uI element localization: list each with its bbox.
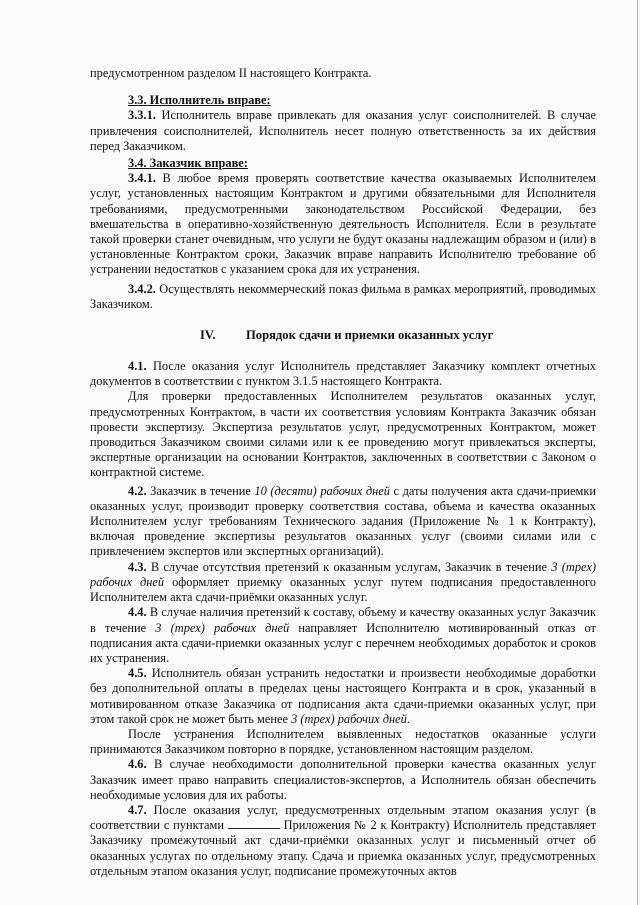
clause-text: Заказчик в течение	[146, 483, 255, 498]
clause-number: 4.4.	[128, 605, 147, 620]
section-iv-heading	[90, 328, 596, 343]
clause-4-3	[90, 560, 596, 606]
clause-text: В случае отсутствия претензий к оказанным услугам, Заказчик в течение	[146, 559, 552, 574]
clause-3-3-1	[90, 108, 596, 154]
clause-number: 4.5.	[128, 666, 147, 681]
clause-text: с даты получения акта сдачи-приемки оказанных услуг, производит проверку соответствия состава, объема и качества оказанных Исполнителем услуг требованиям Технического задания (Приложение № 1 к Контракту), включая проведение экспертизы результатов оказанных услуг (своими силами или с привлечением экспертов или экспертных организаций).	[90, 483, 596, 559]
clause-number: 4.7.	[128, 802, 147, 817]
clause-number: 4.6.	[128, 757, 147, 772]
clause-text: оформляет приемку оказанных услуг путем подписания предоставленного Исполнителем акта сдачи-приёмки оказанных услуг.	[90, 574, 596, 605]
clause-number: 3.3.1.	[128, 108, 156, 123]
blank-fill-line	[228, 818, 280, 829]
clause-text: .	[406, 711, 410, 726]
clause-number: 4.3.	[128, 559, 147, 574]
clause-3-3-heading	[90, 93, 596, 108]
clause-4-1	[90, 359, 596, 389]
scan-edge-line	[637, 0, 638, 905]
paragraph-continuation: предусмотренном разделом II настоящего Контракта.	[90, 66, 372, 80]
clause-text: Исполнитель обязан устранить недостатки и произвести необходимые доработки без дополнительной оплаты в пределах цены настоящего Контракта и в срок, указанный в мотивированном отказе Заказчика от подписания акта сдачи-приемки оказанных услуг, при этом такой срок не может быть менее	[90, 666, 596, 726]
clause-number: 3.4.2.	[128, 281, 156, 296]
clause-3-4-heading	[90, 156, 596, 171]
clause-4-1-paragraph-2: Для проверки предоставленных Исполнителем результатов оказанных услуг, предусмотренных Контрактом, в части их соответствия условиям Контракта Заказчик обязан провести экспертизу. Экспертиза результатов услуг, предусмотренных Контрактом, может проводиться Заказчиком своими силами или к ее проведению могут привлекаться эксперты, экспертные организации на основании Контрактов, заключенных в соответствии с Законом о контрактной системе.	[90, 389, 596, 480]
clause-3-3-heading-text: 3.3. Исполнитель вправе:	[128, 93, 271, 108]
deadline-italic: 10 (десяти) рабочих дней	[254, 483, 390, 498]
clause-3-4-heading-text: 3.4. Заказчик вправе:	[128, 156, 248, 171]
clause-number: 3.4.1.	[128, 171, 156, 186]
clause-text: Приложения № 2 к Контракту) Исполнитель представляет Заказчику промежуточный акт сдачи-приёмки оказанных услуг и письменный отчет об оказанных услугах по отдельному этапу. Сдача и приемка оказанных услуг, предусмотренных отдельным этапом оказания услуг, подписание промежуточных актов	[90, 818, 597, 878]
clause-4-4	[90, 605, 596, 666]
clause-text: После оказания услуг Исполнитель представляет Заказчику комплект отчетных документов в соответствии с пунктом 3.1.5 настоящего Контракта.	[90, 359, 596, 389]
clause-number: 4.1.	[128, 359, 147, 374]
clause-text: В любое время проверять соответствие качества оказываемых Исполнителем услуг, установленных настоящим Контрактом и другими обязательными для Исполнителя требованиями, предусмотренными законодательством Российской Федерации, без вмешательства в оперативно-хозяйственную деятельность Исполнителя. Если в результате такой проверки станет очевидным, что услуги не будут оказаны надлежащим образом и (или) в установленные Контрактом сроки, Заказчик вправе направить Исполнителю требование об устранении недостатков с указанием срока для их устранения.	[90, 171, 596, 277]
deadline-italic: 3 (трех) рабочих дней	[291, 711, 407, 726]
section-title: Порядок сдачи и приемки оказанных услуг	[246, 328, 494, 343]
deadline-italic: 3 (трех) рабочих дней	[155, 620, 290, 635]
clause-number: 4.2.	[128, 483, 147, 498]
deadline-italic: 3 (трех) рабочих дней	[90, 559, 596, 589]
clause-text: В случае необходимости дополнительной проверки качества оказанных услуг Заказчик имеет право направить специалистов-экспертов, а Исполнитель обязан обеспечить необходимые условия для их работы.	[90, 757, 596, 802]
clause-3-4-1	[90, 171, 596, 277]
clause-3-4-2	[90, 282, 596, 312]
clause-text: Исполнитель вправе привлекать для оказания услуг соисполнителей. В случае привлечения соисполнителей, Исполнитель несет полную ответственность за их действия перед Заказчиком.	[90, 108, 596, 153]
clause-4-5	[90, 666, 596, 727]
section-number: IV.	[200, 328, 216, 343]
clause-4-5-paragraph-2: После устранения Исполнителем выявленных недостатков оказанные услуги принимаются Заказчиком повторно в порядке, установленном настоящим разделом.	[90, 726, 596, 757]
clause-text: направляет Исполнителю мотивированный отказ от подписания акта сдачи-приемки оказанных услуг с перечнем необходимых доработок и сроков их устранения.	[90, 620, 596, 665]
clause-4-2	[90, 484, 596, 560]
clause-text: Осуществлять некоммерческий показ фильма в рамках мероприятий, проводимых Заказчиком.	[90, 281, 596, 311]
clause-4-6	[90, 757, 596, 803]
clause-4-7	[90, 803, 596, 879]
clause-text: В случае наличия претензий к составу, объему и качеству оказанных услуг Заказчик в течение	[90, 605, 596, 635]
clause-text: После оказания услуг, предусмотренных отдельным этапом оказания услуг (в соответствии с пунктами	[90, 802, 596, 833]
